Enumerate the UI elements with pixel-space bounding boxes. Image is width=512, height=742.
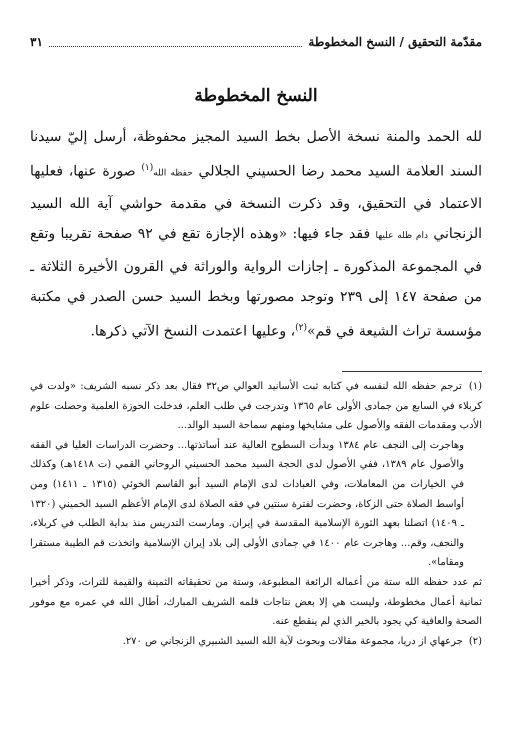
page-number: ٣١: [30, 35, 43, 49]
footnote-1: [30, 377, 482, 436]
footnote-number: (٢): [468, 635, 482, 647]
footnote-1-continued: ثم عدد حفظه الله ستة من أعماله الرائعة المطبوعة، وستة من تحقيقاته الثمينة والقيمة للتراث، وذكر أخيرا ثمانية أعمال مخطوطة، وليست هي إلا بعض نتاجات قلمه الشريف المبارك، أطال الله في عمره مع موفور الصحة والعافية كي يجود بالخير الذي لم ينقطع عنه.: [30, 576, 482, 628]
footnotes: [30, 377, 482, 651]
body-paragraph: [30, 122, 482, 347]
footnote-text: جرعهاي از دريا، مجموعة مقالات وبحوث لآية الله السيد الشبيري الزنجاني ص ٢٧٠.: [122, 635, 463, 647]
honorific-text: حفظه الله: [153, 168, 193, 179]
footnote-text: ترجم حفظه الله لنفسه في كتابه ثبت الأسانيد العوالي ص٣٢ فقال بعد ذكر نسبه الشريف: «ولدت في كربلاء في السابع من جمادى الأولى عام ١٣٦٥ وتدرجت في طلب العلم، فدخلت الحوزة العلمية وحصلت علوم الأدب ومقدمات الفقه والأصول على مشايخها ومنهم سماحة السيد الوالد...: [30, 381, 482, 432]
section-title: النسخ المخطوطة: [194, 86, 318, 106]
footnote-2: [30, 632, 482, 652]
footnote-ref-1[interactable]: (١): [141, 162, 154, 173]
footnote-ref-2[interactable]: (٢): [295, 322, 307, 333]
footnote-number: (١): [468, 381, 482, 392]
body-text: لله الحمد والمنة نسخة الأصل بخط السيد المجيز محفوظة، أرسل إليّ سيدنا السند العلامة السيد محمد رضا الحسيني الجلالي: [30, 129, 483, 180]
footnote-separator: [342, 371, 482, 372]
running-title: مقدّمة التحقيق / النسخ المخطوطة: [308, 35, 482, 49]
body-text: صورة عنها، فعليها الاعتماد في التحقيق، وقد ذكرت النسخة في مقدمة حواشي آية الله السيد الزنجاني: [30, 163, 482, 243]
footnote-1-continued: وهاجرت إلى النجف عام ١٣٨٤ وبدأت السطوح العالية عند أساتذتها... وحضرت الدراسات العليا في الفقه والأصول عام ١٣٨٩، ففي الأصول لدى الحجة السيد محمد الحسيني الروحاني القمي (ت ١٤١٨هـ) وكذلك في الخيارات من المعاملات، وفي العبادات لدى الإمام السيد أبو القاسم الخوئي (١٣١٥ ـ ١٤١١) ومن أواسط الصلاة حتى الزكاة، وحضرت لفترة سنتين في فقه الصلاة لدى الإمام الأعظم السيد الخميني (١٣٢٠ ـ ١٤٠٩) اتصلنا بعهد الثورة الإسلامية المقدسة في إيران. ومارست التدريس منذ بداية الطلب في كربلاء، والنجف، وقم... وهاجرت عام ١٤٠٠ في جمادى الأولى إلى بلاد إيران الإسلامية واتخذت قم الطيبة مستقرا ومقاما».: [30, 439, 464, 569]
honorific-text: دام ظله عليها: [375, 231, 428, 242]
body-text: ، وعليها اعتمدت النسخ الآتي ذكرها.: [90, 323, 296, 340]
running-header: [30, 32, 482, 52]
header-dot-leader: [49, 38, 303, 47]
body-text: فقد جاء فيها: «وهذه الإجازة تقع في ٩٢ صفحة تقريبا وتقع في المجموعة المذكورة ـ إجازات الرواية والوراثة في القرون الأخيرة الثلاثة ـ من صفحة ١٤٧ إلى ٢٣٩ وتوجد مصورتها وبخط السيد حسن الصدر في مكتبة مؤسسة تراث الشيعة في قم»: [30, 226, 482, 340]
main-text: [30, 122, 482, 347]
